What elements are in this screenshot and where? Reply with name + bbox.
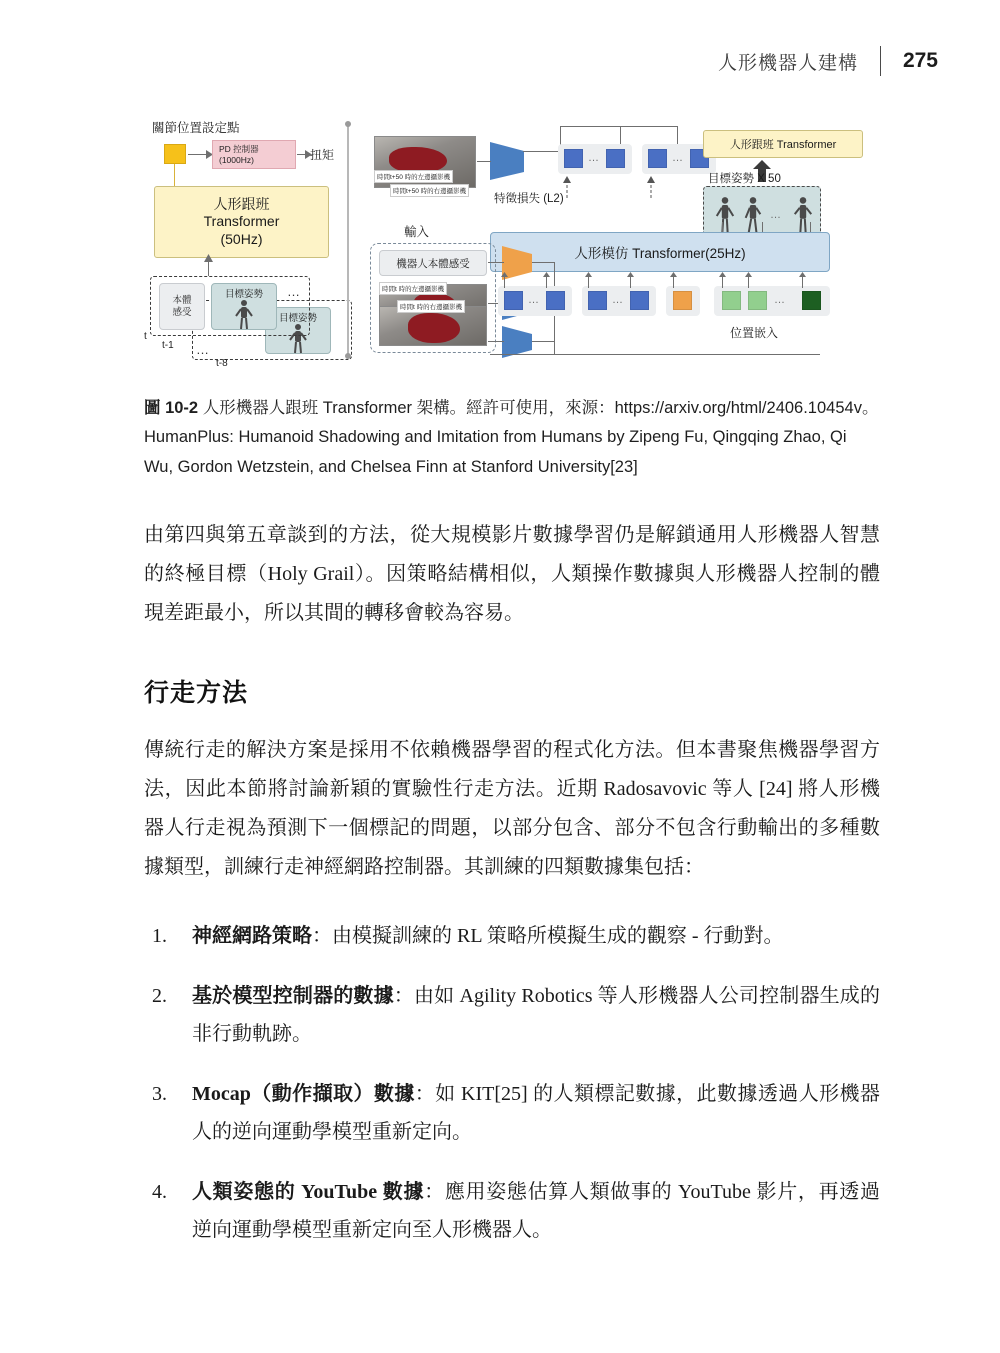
time-label-t: t — [144, 331, 147, 342]
robot-proprioception-box: 機器人本體感受 — [379, 250, 487, 276]
list-item-text: ：由如 Agility Robotics 等人形機器人公司控制器生成的非行動軌跡。 — [192, 985, 880, 1046]
token-ellipsis: … — [672, 152, 684, 164]
l2-loss-arrow-icon — [646, 176, 656, 198]
connector-bottom-rail — [490, 354, 820, 355]
token-group-bottom-3 — [666, 286, 700, 316]
proprioception-box — [159, 283, 205, 330]
figure-right-panel — [370, 118, 880, 380]
token-ellipsis: … — [588, 152, 600, 164]
connector-out-1 — [722, 222, 723, 232]
token-group-bottom-1 — [498, 286, 572, 316]
connector-out-3 — [810, 222, 811, 232]
target-pose-label: 目標姿勢 — [278, 313, 317, 324]
list-item-text: ：應用姿態估算人類做事的 YouTube 影片，再透過逆向運動學模型重新定向至人形機器人。 — [192, 1181, 880, 1242]
history-stack-t — [150, 276, 310, 336]
time-label-t-1: t-1 — [162, 340, 174, 351]
figure-caption — [144, 394, 880, 482]
connector-setpoint-pd — [188, 154, 208, 155]
token-ellipsis: … — [528, 294, 540, 306]
feature-loss-label: 特徵損失 (L2) — [494, 193, 564, 205]
humanoid-stick-figure-icon — [714, 195, 736, 237]
connector-out-2 — [762, 222, 763, 232]
list-item-text: ：由模擬訓練的 RL 策略所模擬生成的觀察 - 行動對。 — [312, 925, 784, 948]
input-label: 輸入 — [404, 225, 430, 239]
list-item-term: 神經網路策略 — [192, 925, 312, 948]
running-head — [718, 46, 938, 76]
running-head-title: 人形機器人建構 — [717, 52, 858, 74]
token-blue — [504, 291, 523, 310]
token-blue — [648, 149, 667, 168]
connector-transformer-setpoint — [174, 164, 175, 186]
up-arrow-icon — [542, 272, 551, 288]
connector-rail-down — [554, 342, 555, 354]
target-pose-x50-label: 目標姿勢 X 50 — [708, 173, 781, 185]
list-item-number: 1. — [152, 925, 167, 948]
positional-embedding-label: 位置嵌入 — [730, 326, 779, 340]
figure-caption-text: 人形機器人跟班 Transformer 架構。經許可使用，來源：https://arxiv.org/html/2406.10454v。HumanPlus: Humanoid Shadowing and Imitation from Humans by Zipeng Fu, Qingqing Zhao, Qi Wu, Gordon Wetzstein, and Chelsea Finn at Stanford University[23] — [144, 399, 879, 476]
time-ellipsis: … — [196, 342, 210, 357]
figure-panel-divider — [347, 124, 349, 356]
body-paragraph-2: 傳統行走的解決方案是採用不依賴機器學習的程式化方法。但本書聚焦機器學習方法，因此本節將討論新穎的實驗性行走方法。近期 Radosavovic 等人 [24] 將人形機器人行走視為預測下一個標記的問題，以部分包含、部分不包含行動輸出的多種數據類型，訓練行走神經網路控制器。其訓練的四類數據集包括： — [144, 739, 880, 879]
token-blue — [606, 149, 625, 168]
list-item — [148, 917, 880, 955]
torque-label: 扭矩 — [310, 148, 335, 162]
connector-top-tap-2 — [677, 126, 678, 144]
shadow-transformer-line-1: 人形跟班 — [213, 195, 270, 212]
pd-controller-frequency: (1000Hz) — [219, 154, 254, 165]
connector-prop-encoder — [488, 262, 504, 263]
token-green — [722, 291, 741, 310]
body-paragraph-1: 由第四與第五章談到的方法，從大規模影片數據學習仍是解鎖通用人形機器人智慧的終極目標（Holy Grail）。因策略結構相似，人類操作數據與人形機器人控制的體現差距最小，所以其間的轉移會較為容易。 — [144, 524, 880, 625]
token-ellipsis: … — [774, 294, 786, 306]
list-item — [148, 1173, 880, 1249]
proprioception-label-line-1: 本體 — [172, 295, 192, 307]
token-ellipsis: … — [612, 294, 624, 306]
dataset-type-list — [144, 917, 880, 1249]
page-content — [144, 118, 880, 1271]
proprioception-label-line-2: 感受 — [172, 306, 192, 318]
token-blue — [588, 291, 607, 310]
arrow-head-icon — [204, 254, 213, 262]
up-arrow-icon — [718, 272, 727, 288]
list-item-term: 基於模型控制器的數據 — [192, 985, 394, 1008]
token-blue — [546, 291, 565, 310]
humanoid-shadowing-transformer-box — [154, 186, 329, 258]
token-group-top-1 — [558, 144, 632, 174]
humanoid-stick-figure-icon — [742, 195, 764, 237]
token-group-positional-embedding — [714, 286, 830, 316]
list-item-text: ：如 KIT[25] 的人類標記數據，此數據透過人形機器人的逆向運動學模型重新定向。 — [192, 1083, 880, 1144]
connector-rail-c — [532, 341, 554, 342]
list-item — [148, 1075, 880, 1151]
up-arrow-icon — [744, 272, 753, 288]
up-arrow-icon — [626, 272, 635, 288]
list-item-term: Mocap（動作擷取）數據 — [192, 1083, 415, 1106]
list-item — [148, 977, 880, 1053]
figure-caption-number: 圖 10-2 — [144, 399, 199, 417]
pd-controller-label: PD 控制器 — [219, 144, 259, 154]
page-number: 275 — [902, 49, 938, 72]
token-blue — [564, 149, 583, 168]
connector-top-rail — [560, 126, 678, 127]
up-arrow-icon — [669, 272, 678, 288]
up-arrow-icon — [584, 272, 593, 288]
humanoid-stick-figure-icon — [232, 299, 256, 331]
camera-caption-top-left: 時間t+50 時的左邊攝影機 — [374, 170, 453, 183]
camera-caption-top-right: 時間t+50 時的右邊攝影機 — [390, 184, 469, 197]
target-pose-ellipsis: … — [770, 209, 782, 221]
shadow-transformer-line-3: (50Hz) — [220, 230, 263, 247]
target-pose-label: 目標姿勢 — [224, 289, 263, 300]
history-ellipsis: … — [287, 284, 301, 299]
connector-encoder-up — [523, 151, 561, 152]
list-item-number: 3. — [152, 1083, 167, 1106]
target-pose-box-t — [211, 283, 277, 330]
up-arrow-icon — [500, 272, 509, 288]
pd-controller-box — [212, 140, 296, 169]
list-item-number: 2. — [152, 985, 167, 1008]
token-blue — [630, 291, 649, 310]
connector-top-tap-1 — [620, 126, 621, 144]
token-green — [748, 291, 767, 310]
connector-rail-a — [532, 262, 554, 263]
token-dark-green — [802, 291, 821, 310]
input-region — [370, 243, 496, 353]
token-group-bottom-2 — [582, 286, 656, 316]
figure-left-panel — [144, 118, 350, 380]
list-item-term: 人類姿態的 YouTube 數據 — [192, 1181, 425, 1204]
camera-caption-bottom-right: 時間t 時的右邊攝影機 — [397, 300, 465, 313]
l2-loss-arrow-icon — [562, 176, 572, 198]
token-orange — [673, 291, 692, 310]
list-item-number: 4. — [152, 1181, 167, 1204]
camera-caption-bottom-left: 時間t 時的左邊攝影機 — [379, 282, 447, 295]
vision-encoder-icon — [490, 140, 524, 182]
connector-cam2-encoder — [488, 341, 504, 342]
connector-camera-encoder — [477, 161, 491, 162]
shadow-transformer-line-2: Transformer — [203, 213, 280, 230]
shadowing-transformer-box-right: 人形跟班 Transformer — [703, 130, 863, 158]
setpoint-swatch — [164, 144, 186, 164]
joint-position-setpoint-label: 關節位置設定點 — [152, 121, 240, 135]
up-arrow-icon — [798, 272, 807, 288]
humanoid-imitation-transformer-box: 人形模仿 Transformer(25Hz) — [490, 232, 830, 272]
figure-10-2 — [144, 118, 880, 380]
time-label-t-8: t-8 — [216, 358, 228, 369]
section-heading-walking-methods: 行走方法 — [144, 679, 249, 708]
